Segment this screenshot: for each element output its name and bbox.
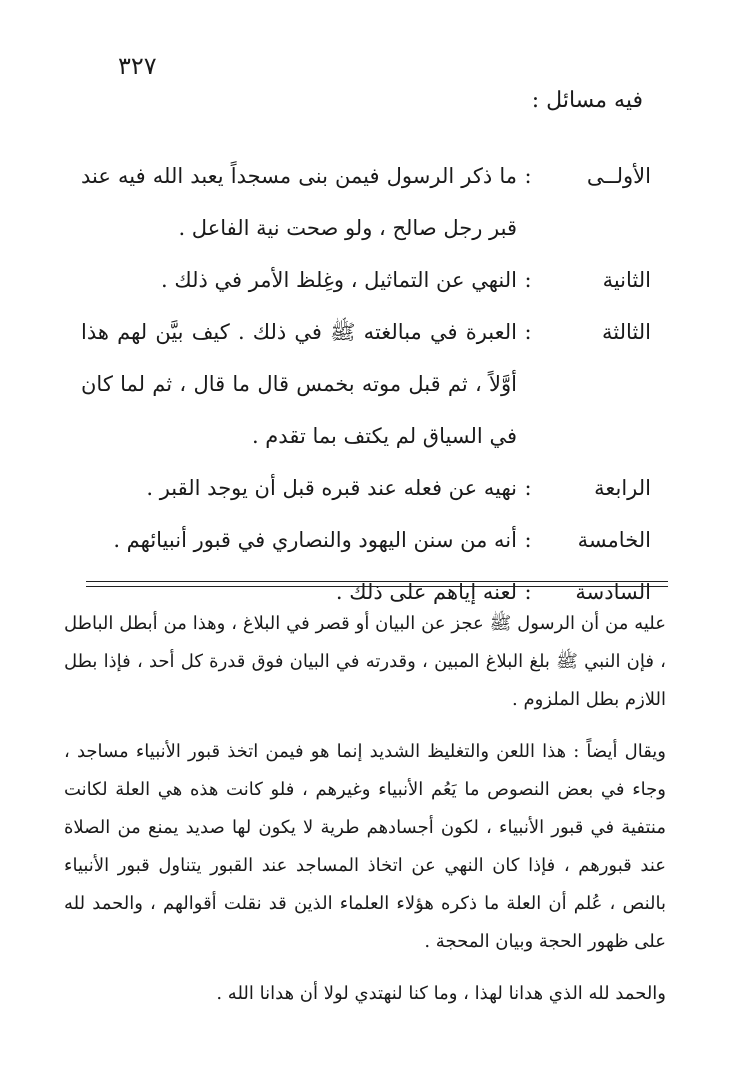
issue-separator: : [524,164,532,188]
page-number: ٣٢٧ [118,52,157,80]
section-intro: فيه مسائل : [531,88,643,113]
issue-label: السادسة [575,580,651,604]
issue-item [81,306,651,462]
issue-separator: : [524,320,532,344]
issue-text: النهي عن التماثيل ، وغِلظ الأمر في ذلك . [161,268,517,292]
footnotes [64,605,666,1013]
issue-text: لعنه إياهم على ذلك . [335,580,517,604]
issue-item [81,150,651,254]
footnote-paragraph: عليه من أن الرسول ﷺ عجز عن البيان أو قصر في البلاغ ، وهذا من أبطل الباطل ، فإن النبي ﷺ بلغ البلاغ المبين ، وقدرته في البيان فوق قدرة كل أحد ، فإذا بطل اللازم بطل الملزوم . [64,613,666,710]
issue-text: أنه من سنن اليهود والنصاري في قبور أنبيائهم . [113,528,517,552]
issue-separator: : [524,528,532,552]
issue-label: الخامسة [577,528,651,552]
issue-text: العبرة في مبالغته ﷺ في ذلك . كيف بيَّن لهم هذا أوَّلاً ، ثم قبل موته بخمس قال ما قال ، ثم لما كان في السياق لم يكتف بما تقدم . [81,320,517,448]
issue-text: ما ذكر الرسول فيمن بنى مسجداً يعبد الله فيه عند قبر رجل صالح ، ولو صحت نية الفاعل . [81,164,517,240]
issue-separator: : [524,580,532,604]
footnote-divider-bottom [86,586,668,587]
footnote-paragraph: ويقال أيضاً : هذا اللعن والتغليظ الشديد إنما هو فيمن اتخذ قبور الأنبياء مساجد ، وجاء في بعض النصوص ما يَعُم الأنبياء وغيرهم ، فلو كانت هذه هي العلة لكانت منتفية في قبور الأنبياء ، لكون أجسادهم طرية لا يكون لها صديد يمنع من الصلاة عند قبورهم ، فإذا كان النهي عن اتخاذ المساجد عند القبور يتناول قبور الأنبياء بالنص ، عُلم أن العلة ما ذكره هؤلاء العلماء الذين قد نقلت أقوالهم ، والحمد لله على ظهور الحجة وبيان المحجة . [64,741,666,952]
footnote-divider-top [86,581,668,582]
issue-item [81,254,651,306]
issue-label: الثالثة [602,320,651,344]
issue-item [81,462,651,514]
issue-text: نهيه عن فعله عند قبره قبل أن يوجد القبر . [146,476,517,500]
issue-item [81,514,651,566]
issues-list [81,150,651,618]
issue-label: الأولــى [586,164,651,188]
issue-separator: : [524,476,532,500]
issue-label: الرابعة [594,476,651,500]
footnote-paragraph: والحمد لله الذي هدانا لهذا ، وما كنا لنهتدي لولا أن هدانا الله . [216,983,666,1004]
issue-label: الثانية [602,268,651,292]
issue-separator: : [524,268,532,292]
